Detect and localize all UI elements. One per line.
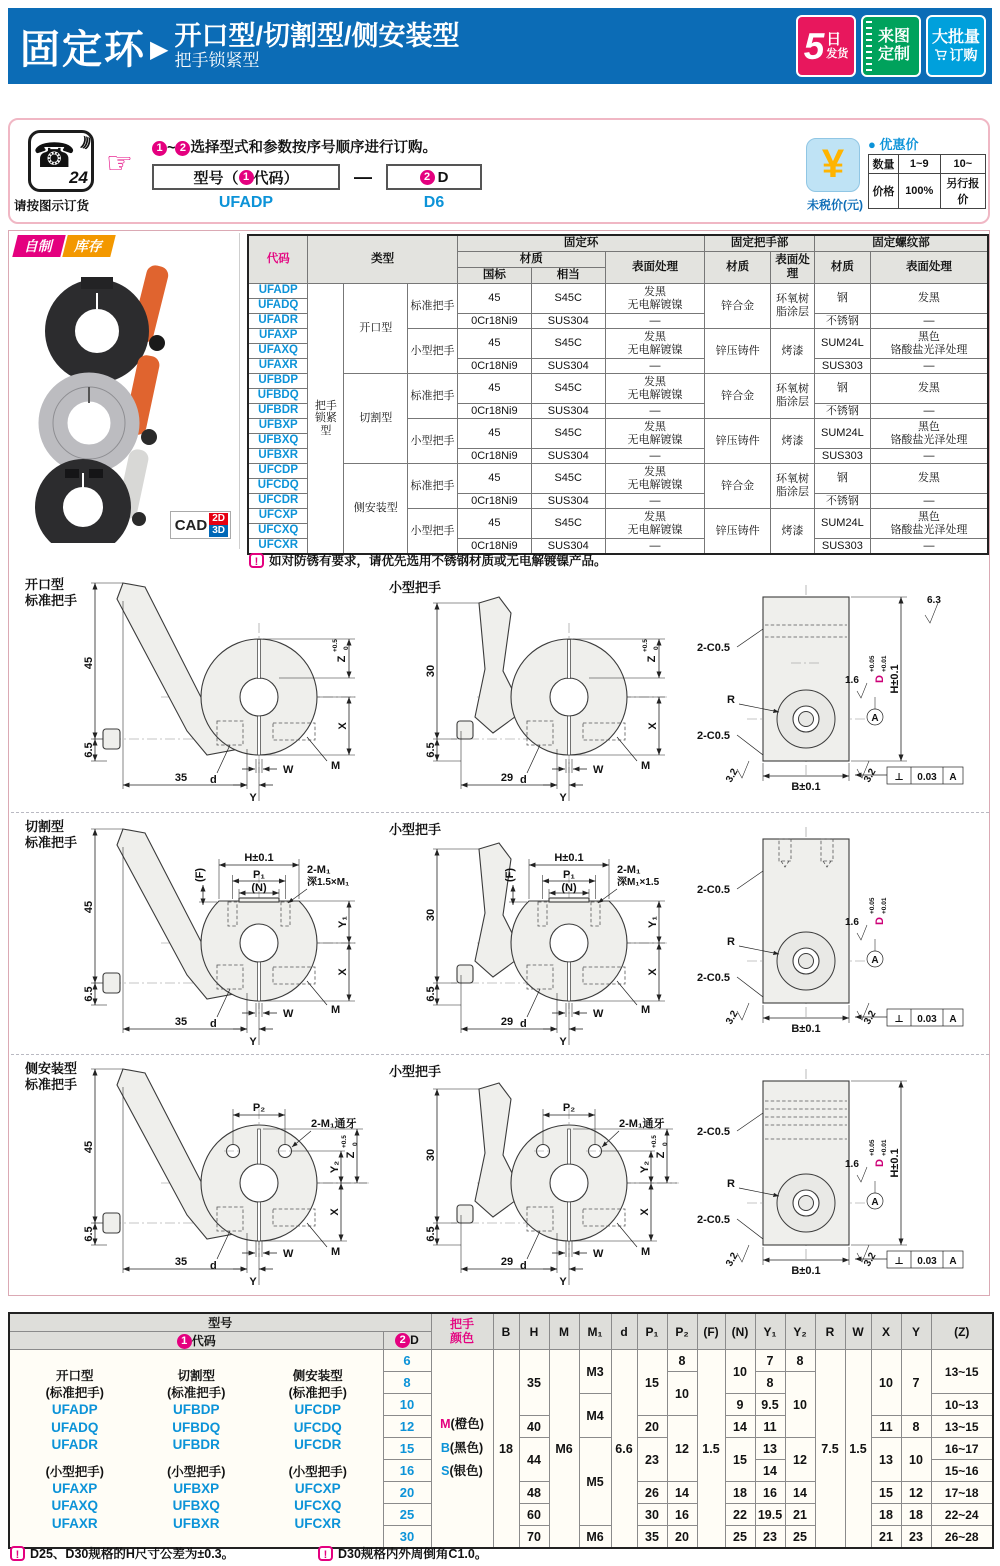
stock-badge: 库存 [62,235,115,257]
svg-text:Z: Z [345,1151,357,1159]
svg-text:(F): (F) [504,867,516,883]
table-row: UFBXQ [248,434,988,449]
product-photos [11,233,240,549]
svg-text:Y: Y [249,1036,257,1048]
svg-text:0.03: 0.03 [917,1014,937,1025]
svg-text:2-C0.5: 2-C0.5 [697,642,731,654]
svg-text:H±0.1: H±0.1 [889,1148,901,1178]
svg-text:6.3: 6.3 [927,595,941,606]
table-row: UFCXQ [248,524,988,539]
svg-text:X: X [337,968,349,976]
svg-text:(N): (N) [251,882,267,894]
svg-text:d: d [210,1260,217,1272]
drawing-row-side-mount-type: 侧安装型 标准把手 小型把手 d M P₂ 2-M₁通牙 Y₂ Z +0.5 0 X 45 6.5 35 Y W d M P₂ 2-M₁通牙 Y₂ Z +0.5 0 X 30 6.5 29 Y W 2-C0.5 2-C0.5 R H±0.1 1.6 D +0.05 +0.01 A 3.2 3.2 B±0.1 ⊥ 0.03 A [11,1055,989,1296]
order-instruction: 1 ~ 2 选择型式和参数按序号顺序进行订购。 [152,136,437,157]
sidemount-small-front-view [381,1055,687,1293]
svg-text:深M₁×1.5: 深M₁×1.5 [617,877,660,888]
main-content-box [8,230,990,1296]
svg-text:d: d [520,774,527,786]
table-row: UFADR 0Cr18Ni9 SUS304 — 不锈钢 — [248,314,988,329]
table-row: UFAXQ [248,344,988,359]
example-model: UFADP [218,194,274,211]
svg-text:D: D [874,917,886,925]
svg-text:d: d [520,1018,527,1030]
header-badges [796,15,986,77]
table-row: 15 44 M5 23 15 13 12 13 10 16~17 [9,1438,993,1460]
svg-text:Y: Y [559,1276,567,1288]
svg-text:Z: Z [655,1151,667,1159]
collar-photos-illustration [11,257,235,543]
page-header [8,8,992,84]
svg-text:X: X [647,722,659,730]
table-row: 开口型 (标准把手) UFADP UFADQ UFADR 切割型 (标准把手) UFBDP UFBDQ UFBDR 侧安装型 (标准把手) UFCDP UFCDQ UFCDR (小型把手) UFAXP UFAXQ UFAXR (小型把手) UFBXP UFBXQ UFBXR (小型把手) UFCXP UFCXQ UFCXR 6 M(橙色) B(黑色) S(银色) 18 35 M6 M3 6.6 15 8 1.5 10 7 8 7.5 1.5 10 7 13~15 [9,1350,993,1372]
drawing-row-open-type: 开口型 标准把手 小型把手 d M 45 6.5 35 Y W X Z +0.5 0 d M 30 6.5 29 Y W X Z +0.5 0 2-C0.5 2-C0.5 R 6.3 H±0.1 1.6 D +0.05 +0.01 A 3.2 3.2 B±0.1 ⊥ 0.03 A [11,571,989,813]
table-row: UFBXP 小型把手 45 S45C 发黑 无电解镀镍 锌压铸件 烤漆 SUM24L 黑色 铬酸盐光泽处理 [248,419,988,434]
svg-text:30: 30 [425,664,437,678]
cad-badge: CAD 2D 3D [170,511,231,539]
drawing-row-cut-type: 切割型 标准把手 小型把手 d M H±0.1 P₁ (N) 2-M₁ 深1.5×M₁ (F) Y₁ X 45 6.5 35 Y W d M H±0.1 P₁ (N) 2-M₁ 深M₁×1.5 (F) Y₁ X 30 6.5 29 Y W 2-C0.5 2-C0.5 R 1.6 D +0.05 +0.01 A 3.2 3.2 B±0.1 ⊥ 0.03 A [11,813,989,1055]
svg-text:30: 30 [425,1148,437,1162]
svg-text:⊥: ⊥ [894,772,904,783]
col-handle-color: 把手 颜色 [431,1313,493,1350]
col-code: 代码 [248,235,308,284]
table-row: UFAXP 小型把手 45 S45C 发黑 无电解镀镍 锌压铸件 烤漆 SUM24L 黑色 铬酸盐光泽处理 [248,329,988,344]
svg-text:(N): (N) [561,882,577,894]
svg-text:6.5: 6.5 [425,1226,437,1242]
sidemount-side-view [691,1055,987,1293]
ruler-icon [866,21,872,71]
table-row: UFBDQ [248,389,988,404]
svg-text:B±0.1: B±0.1 [791,1265,821,1277]
model-code-box: 型号（ 1 代码） [152,164,340,190]
svg-text:2-M₁: 2-M₁ [617,864,641,876]
info-icon: ! [249,553,264,568]
svg-text:45: 45 [83,1140,95,1154]
footnote-1: ! D25、D30规格的H尺寸公差为±0.3。 [10,1544,234,1562]
table-row: UFADQ [248,299,988,314]
svg-text:+0.05: +0.05 [869,655,876,672]
svg-text:0.03: 0.03 [917,772,937,783]
bulk-order-badge: 大批量 订购 [926,15,986,77]
table-row: 30 70 M6 35 20 25 23 25 21 23 26~28 [9,1526,993,1549]
ordering-instructions-box [8,118,990,224]
svg-text:X: X [329,1208,341,1216]
example-d: D6 [423,194,445,211]
page-subtitle: 开口型/切割型/侧安装型 [174,20,460,51]
svg-text:W: W [283,764,294,776]
svg-text:2-C0.5: 2-C0.5 [697,730,731,742]
col-code-header: 1 代码 [9,1332,383,1350]
svg-text:R: R [727,936,735,948]
svg-text:W: W [283,1248,294,1260]
svg-text:Z: Z [336,655,348,663]
table-row: UFBDP 切割型 标准把手 45 S45C 发黑 无电解镀镍 锌合金 环氧树脂涂层 钢 发黑 [248,374,988,389]
phone-caption: 请按图示订货 [14,199,90,213]
price-caption: 未税价(元) [807,198,863,212]
svg-text:A: A [871,955,879,966]
svg-text:29: 29 [500,772,514,784]
phone-24-icon: ☎ ))) 24 [28,130,94,192]
svg-text:Y₂: Y₂ [329,1160,341,1174]
cut-small-front-view [381,813,687,1051]
col-thread-part: 固定螺纹部 [814,235,988,252]
svg-text:6.5: 6.5 [83,1226,95,1242]
svg-text:+0.5: +0.5 [651,1135,658,1148]
svg-text:B±0.1: B±0.1 [791,1023,821,1035]
svg-text:A: A [949,1014,957,1025]
svg-text:Y₂: Y₂ [639,1160,651,1174]
svg-text:+0.5: +0.5 [341,1135,348,1148]
svg-text:X: X [647,968,659,976]
table-row: 12 40 20 12 14 11 11 8 13~15 [9,1416,993,1438]
arrow-icon: ▶ [150,35,169,63]
col-handle-part: 固定把手部 [705,235,815,252]
svg-text:0: 0 [653,646,660,650]
technical-drawings [11,571,989,1296]
svg-text:Y₁: Y₁ [647,916,659,928]
svg-text:+0.05: +0.05 [869,1139,876,1156]
svg-text:6.5: 6.5 [83,742,95,758]
table-row: UFCDP 侧安装型 标准把手 45 S45C 发黑 无电解镀镍 锌合金 环氧树脂涂层 钢 发黑 [248,464,988,479]
telephone-icon: ☎ [33,137,76,175]
svg-text:Y: Y [249,1276,257,1288]
page-title: 固定环 [20,27,146,72]
svg-text:Y₁: Y₁ [337,916,349,928]
open-side-view [691,571,987,809]
svg-text:6.5: 6.5 [425,986,437,1002]
svg-text:2-M₁通牙: 2-M₁通牙 [619,1118,665,1130]
svg-text:R: R [727,694,735,706]
photo-black-collar-orange-handle [60,263,170,368]
ship-5day-badge: 5 日 发货 [796,15,856,77]
svg-text:0: 0 [352,1142,359,1146]
model-number-builder: 型号（ 1 代码） UFADP — 2 D D6 [152,164,482,212]
svg-text:2-M₁通牙: 2-M₁通牙 [311,1118,357,1130]
info-icon: ! [10,1546,25,1561]
table-row: UFCDQ [248,479,988,494]
svg-text:Y: Y [559,1036,567,1048]
dimension-table: 型号 把手 颜色 B H M M₁ d P₁ P₂ (F) (N) Y₁ Y₂ R W X Y (Z) 1 代码 2 D 开口型 (标准把手) UFADP UFADQ UFADR 切割型 (标准把手) UFBDP UFBDQ UFBDR 侧安装型 (标准把手) UFCDP UFCDQ UFCDR (小型把手) UFAXP UFAXQ UFAXR (小型把手) UFBXP UFBXQ UFBXR (小型把手) UFCXP UFCXQ UFCXR 6 M(橙色) B(黑色) S(银色) 18 35 M6 M3 6.6 15 8 1.5 10 7 8 7.5 1.5 10 7 13~15 8 10 8 10 10 M4 9 9.5 10~13 12 40 20 12 14 11 11 8 13~15 15 44 M5 23 15 13 12 13 10 16~17 16 14 15~16 20 48 26 14 18 16 14 15 12 17~18 25 60 30 16 22 19.5 21 18 18 22~24 30 70 M6 35 20 25 23 25 21 23 26~28 [8,1312,994,1549]
svg-text:3.2: 3.2 [724,1008,741,1027]
material-spec-table: 代码 类型 固定环 固定把手部 固定螺纹部 材质 表面处理 材质 表面处理 材质 表面处理 国标 相当 UFADP 把手锁紧型 开口型 标准把手 45 S45C 发黑 无电解镀镍 锌合金 环氧树脂涂层 钢 发黑 UFADQ UFADR 0Cr18Ni9 SUS304 — 不锈钢 — UFAXP 小型把手 45 S45C 发黑 无电解镀镍 锌压铸件 烤漆 SUM24L 黑色 铬酸盐光泽处理 UFAXQ UFAXR 0Cr18Ni9 SUS304 — SUS303 — UFBDP 切割型 标准把手 45 S45C 发黑 无电解镀镍 锌合金 环氧树脂涂层 钢 发黑 UFBDQ UFBDR 0Cr18Ni9 SUS304 — 不锈钢 — UFBXP 小型把手 45 S45C 发黑 无电解镀镍 锌压铸件 烤漆 SUM24L 黑色 铬酸盐光泽处理 UFBXQ UFBXR 0Cr18Ni9 SUS304 — SUS303 — UFCDP 侧安装型 标准把手 45 S45C 发黑 无电解镀镍 锌合金 环氧树脂涂层 钢 发黑 UFCDQ UFCDR 0Cr18Ni9 SUS304 — 不锈钢 — UFCXP 小型把手 45 S45C 发黑 无电解镀镍 锌压铸件 烤漆 SUM24L 黑色 铬酸盐光泽处理 UFCXQ UFCXR 0Cr18Ni9 SUS304 — SUS303 — [247,234,989,555]
svg-text:M: M [641,1246,651,1258]
svg-text:A: A [949,1256,957,1267]
pointing-hand-icon: ☞ [106,147,133,180]
table-row: UFCDR 0Cr18Ni9 SUS304 — 不锈钢 — [248,494,988,509]
svg-text:3.2: 3.2 [724,1250,741,1269]
svg-text:D: D [874,1159,886,1167]
svg-text:A: A [949,772,957,783]
svg-text:+0.01: +0.01 [881,1139,888,1156]
svg-text:M: M [331,760,341,772]
svg-text:H±0.1: H±0.1 [554,852,584,864]
svg-text:6.5: 6.5 [425,742,437,758]
svg-text:35: 35 [174,1016,188,1028]
table-row: UFCXP 小型把手 45 S45C 发黑 无电解镀镍 锌压铸件 烤漆 SUM24L 黑色 铬酸盐光泽处理 [248,509,988,524]
table-row: UFADP 把手锁紧型 开口型 标准把手 45 S45C 发黑 无电解镀镍 锌合金 环氧树脂涂层 钢 发黑 [248,284,988,299]
svg-text:2-C0.5: 2-C0.5 [697,972,731,984]
d-code-box: 2 D [386,164,482,190]
svg-text:3.2: 3.2 [862,1008,879,1027]
svg-text:W: W [283,1008,294,1020]
svg-text:+0.01: +0.01 [881,655,888,672]
svg-text:深1.5×M₁: 深1.5×M₁ [307,877,350,888]
col-type: 类型 [308,235,458,284]
svg-text:+0.5: +0.5 [642,639,649,652]
table-row: 20 48 26 14 18 16 14 15 12 17~18 [9,1482,993,1504]
svg-text:M: M [641,760,651,772]
svg-text:0: 0 [343,646,350,650]
table-row: 10 M4 9 9.5 10~13 [9,1394,993,1416]
svg-text:M: M [641,1004,651,1016]
svg-text:Z: Z [646,655,658,663]
svg-text:M: M [331,1004,341,1016]
svg-text:d: d [520,1260,527,1272]
svg-text:2-C0.5: 2-C0.5 [697,1214,731,1226]
model-codes-cell: 开口型 (标准把手) UFADP UFADQ UFADR 切割型 (标准把手) UFBDP UFBDQ UFBDR 侧安装型 (标准把手) UFCDP UFCDQ UFCDR (小型把手) UFAXP UFAXQ UFAXR (小型把手) UFBXP UFBXQ UFBXR (小型把手) UFCXP UFCXQ UFCXR [9,1350,383,1549]
svg-text:P₂: P₂ [562,1102,576,1114]
svg-text:0.03: 0.03 [917,1256,937,1267]
table-row: 25 60 30 16 22 19.5 21 18 18 22~24 [9,1504,993,1526]
svg-text:P₁: P₁ [253,869,265,881]
svg-text:X: X [337,722,349,730]
svg-text:B±0.1: B±0.1 [791,781,821,793]
svg-text:W: W [593,764,604,776]
footnote-2: ! D30规格内外周倒角C1.0。 [318,1544,487,1562]
table-row: UFBDR 0Cr18Ni9 SUS304 — 不锈钢 — [248,404,988,419]
svg-text:H±0.1: H±0.1 [244,852,274,864]
svg-text:P₂: P₂ [252,1102,266,1114]
svg-text:Y: Y [559,792,567,804]
svg-text:A: A [871,1197,879,1208]
svg-text:1.6: 1.6 [845,675,859,686]
svg-text:3.2: 3.2 [724,766,741,785]
svg-text:A: A [871,713,879,724]
price-table: 数量 1~9 10~ 价格 100% 另行报价 [868,154,986,209]
page-subtitle2: 把手锁紧型 [174,51,260,71]
svg-text:2-C0.5: 2-C0.5 [697,1126,731,1138]
svg-text:+0.01: +0.01 [881,897,888,914]
svg-text:3.2: 3.2 [862,766,879,785]
discount-price-title: ● 优惠价 [868,137,919,152]
info-icon: ! [318,1546,333,1561]
svg-text:45: 45 [83,900,95,914]
svg-text:X: X [639,1208,651,1216]
svg-text:45: 45 [83,656,95,670]
table-row: 8 10 8 10 [9,1372,993,1394]
svg-text:W: W [593,1248,604,1260]
cart-icon [934,49,947,61]
yen-icon: ¥ [806,138,860,192]
svg-text:(F): (F) [194,867,206,883]
svg-text:⊥: ⊥ [894,1014,904,1025]
table-row: UFAXR 0Cr18Ni9 SUS304 — SUS303 — [248,359,988,374]
svg-text:D: D [874,675,886,683]
lock-type: 把手锁紧型 [308,284,344,555]
svg-text:3.2: 3.2 [862,1250,879,1269]
col-d-header: 2 D [383,1332,431,1350]
svg-text:30: 30 [425,908,437,922]
svg-text:2-C0.5: 2-C0.5 [697,884,731,896]
svg-text:⊥: ⊥ [894,1256,904,1267]
svg-text:P₁: P₁ [563,869,575,881]
custom-drawing-badge: 来图 定制 [861,15,921,77]
svg-text:+0.5: +0.5 [332,639,339,652]
svg-text:d: d [210,1018,217,1030]
svg-text:1.6: 1.6 [845,1159,859,1170]
svg-text:Y: Y [249,792,257,804]
svg-text:35: 35 [174,772,188,784]
svg-text:1.6: 1.6 [845,917,859,928]
svg-text:29: 29 [500,1016,514,1028]
col-model: 型号 [9,1313,431,1332]
col-ring: 固定环 [457,235,704,252]
svg-text:6.5: 6.5 [83,986,95,1002]
svg-text:M: M [331,1246,341,1258]
table-row: UFCXR 0Cr18Ni9 SUS304 — SUS303 — [248,539,988,555]
svg-text:W: W [593,1008,604,1020]
svg-text:29: 29 [500,1256,514,1268]
svg-text:R: R [727,1178,735,1190]
table-row: 16 14 15~16 [9,1460,993,1482]
cut-side-view [691,813,987,1051]
rust-note: ! 如对防锈有要求，请优先选用不锈钢材质或无电解镀镍产品。 [249,551,607,569]
table-row: UFBXR 0Cr18Ni9 SUS304 — SUS303 — [248,449,988,464]
svg-text:d: d [210,774,217,786]
self-made-badge: 自制 [12,235,65,257]
svg-text:+0.05: +0.05 [869,897,876,914]
svg-text:0: 0 [662,1142,669,1146]
svg-text:2-M₁: 2-M₁ [307,864,331,876]
handle-colors-cell: M(橙色) B(黑色) S(银色) [431,1350,493,1549]
svg-text:H±0.1: H±0.1 [889,664,901,694]
svg-text:35: 35 [174,1256,188,1268]
open-small-front-view [381,571,687,809]
